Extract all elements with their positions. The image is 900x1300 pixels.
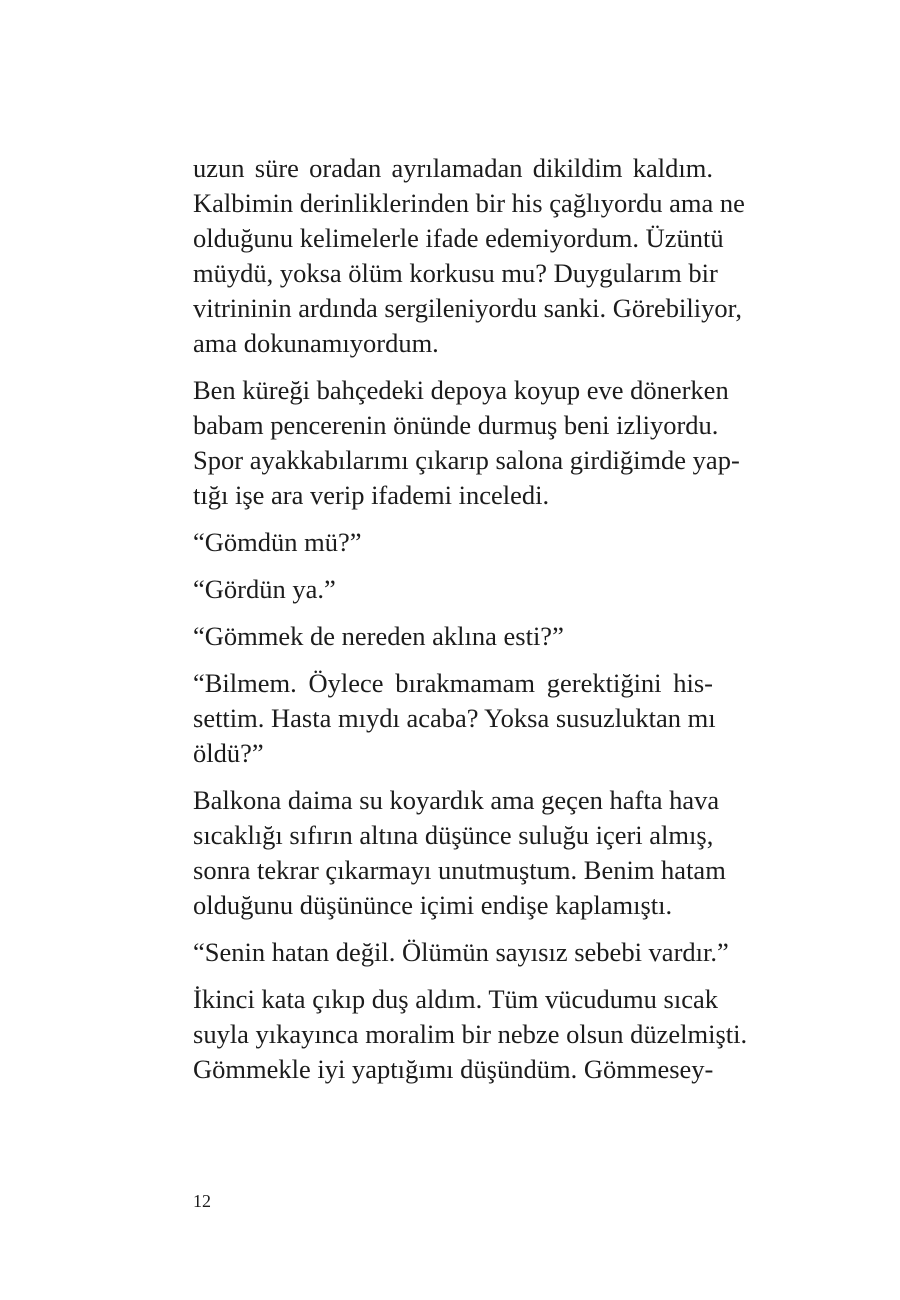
text-line: babam pencerenin önünde durmuş beni izliyordu. <box>193 410 719 440</box>
text-line: müydü, yoksa ölüm korkusu mu? Duygularım bir <box>193 258 718 288</box>
paragraph <box>193 525 713 560</box>
paragraph <box>193 572 713 607</box>
text-line: suyla yıkayınca moralim bir nebze olsun düzelmişti. <box>193 1019 748 1049</box>
text-line: İkinci kata çıkıp duş aldım. Tüm vücudumu sıcak <box>193 984 718 1014</box>
text-line: Balkona daima su koyardık ama geçen hafta hava <box>193 785 720 815</box>
text-line: öldü?” <box>193 738 264 768</box>
text-line: ama dokunamıyordum. <box>193 328 439 358</box>
text-line: sıcaklığı sıfırın altına düşünce suluğu içeri almış, <box>193 820 714 850</box>
paragraph <box>193 935 729 970</box>
text-line: sonra tekrar çıkarmayı unutmuştum. Benim hatam <box>193 855 726 885</box>
text-line: Kalbimin derinliklerinden bir his çağlıyordu ama ne <box>193 188 745 218</box>
paragraph <box>193 666 716 771</box>
body-text <box>193 151 748 1099</box>
text-line: “Bilmem. Öylece bırakmamam gerektiğini his- <box>193 668 713 698</box>
text-line: “Senin hatan değil. Ölümün sayısız sebebi vardır.” <box>193 937 729 967</box>
paragraph <box>193 619 713 654</box>
text-line: uzun süre oradan ayrılamadan dikildim kaldım. <box>193 153 713 183</box>
text-line: tığı işe ara verip ifademi inceledi. <box>193 480 550 510</box>
text-line: “Gördün ya.” <box>193 574 336 604</box>
text-line: Gömmekle iyi yaptığımı düşündüm. Gömmesey- <box>193 1054 714 1084</box>
text-line: “Gömdün mü?” <box>193 527 362 557</box>
paragraph <box>193 982 748 1087</box>
text-line: vitrininin ardında sergileniyordu sanki. Görebiliyor, <box>193 293 742 323</box>
text-line: settim. Hasta mıydı acaba? Yoksa susuzluktan mı <box>193 703 716 733</box>
text-line: Ben küreği bahçedeki depoya koyup eve dönerken <box>193 375 729 405</box>
paragraph <box>193 783 726 923</box>
text-line: olduğunu kelimelerle ifade edemiyordum. Üzüntü <box>193 223 724 253</box>
paragraph <box>193 373 740 513</box>
text-line: Spor ayakkabılarımı çıkarıp salona girdiğimde yap- <box>193 445 740 475</box>
page-number: 12 <box>193 1191 211 1211</box>
text-line: “Gömmek de nereden aklına esti?” <box>193 621 564 651</box>
text-line: olduğunu düşününce içimi endişe kaplamıştı. <box>193 890 673 920</box>
paragraph <box>193 151 745 361</box>
